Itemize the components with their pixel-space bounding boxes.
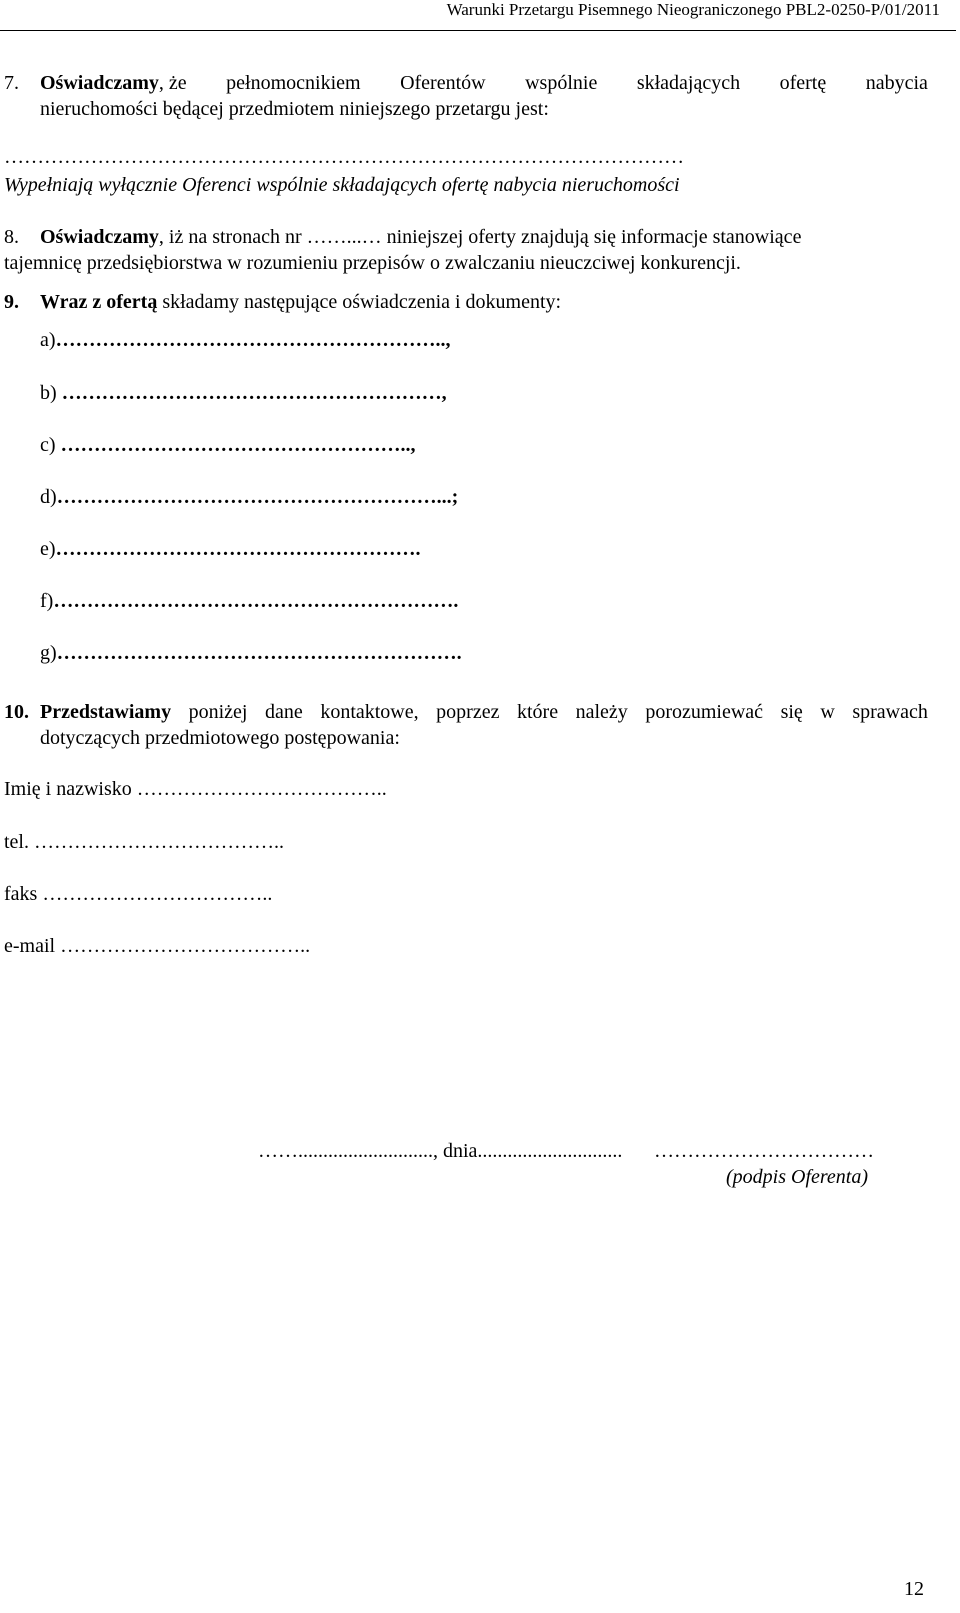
section-10-number: 10.	[4, 701, 29, 723]
section-8-bold: Oświadczamy	[40, 226, 159, 248]
contact-email-field[interactable]: e-mail ………………………………..	[4, 935, 311, 957]
list-item-d[interactable]: d)…………………………………………………...;	[40, 486, 459, 508]
signature-label: (podpis Oferenta)	[726, 1166, 869, 1188]
section-9-number: 9.	[4, 291, 19, 313]
list-item-a[interactable]: a)…………………………………………………..,	[40, 329, 451, 351]
section-8-line-2: tajemnicę przedsiębiorstwa w rozumieniu przepisów o zwalczaniu nieuczciwej konkurencji.	[4, 252, 741, 274]
section-9-line	[40, 291, 561, 314]
list-item-e[interactable]: e)……………………………………………….	[40, 538, 421, 560]
section-10-bold: Przedstawiamy	[40, 701, 172, 723]
section-9-rest: składamy następujące oświadczenia i dokumenty:	[157, 291, 562, 313]
list-item-g[interactable]: g)…………………………………………………….	[40, 642, 462, 664]
section-9-bold: Wraz z ofertą	[40, 291, 158, 313]
section-7-line-1: Oświadczamy, że pełnomocnikiem Oferentów wspólnie składających ofertę nabycia	[40, 72, 928, 94]
section-7-number: 7.	[4, 72, 19, 94]
section-10-line-1: Przedstawiamy poniżej dane kontaktowe, poprzez które należy porozumiewać się w sprawach	[40, 701, 928, 723]
list-item-b[interactable]: b) …………………………………………………,	[40, 382, 447, 404]
contact-name-field[interactable]: Imię i nazwisko ………………………………..	[4, 778, 387, 800]
place-date-field[interactable]: ……..........................., dnia.............................	[258, 1140, 623, 1162]
section-8-line-1	[40, 226, 801, 249]
page-header: Warunki Przetargu Pisemnego Nieograniczonego PBL2-0250-P/01/2011	[446, 0, 940, 19]
section-10-line-2: dotyczących przedmiotowego postępowania:	[40, 727, 400, 749]
section-7-bold: Oświadczamy	[40, 72, 159, 94]
contact-tel-field[interactable]: tel. ………………………………..	[4, 831, 284, 853]
signature-line[interactable]: ……………………………	[654, 1140, 874, 1162]
contact-fax-field[interactable]: faks ……………………………..	[4, 883, 273, 905]
section-7-note: Wypełniają wyłącznie Oferenci wspólnie składających ofertę nabycia nieruchomości	[4, 174, 680, 196]
section-8-line-1-rest: , iż na stronach nr ……...… niniejszej oferty znajdują się informacje stanowiące	[158, 226, 802, 248]
list-item-f[interactable]: f)…………………………………………………….	[40, 590, 459, 612]
section-7-fill-line[interactable]: …………………………………………………………………………………………	[4, 146, 684, 168]
section-7-line-2: nieruchomości będącej przedmiotem niniejszego przetargu jest:	[40, 98, 549, 120]
page-number: 12	[904, 1578, 924, 1600]
header-rule	[0, 30, 956, 31]
section-8-number: 8.	[4, 226, 19, 248]
list-item-c[interactable]: c) ……………………………………………..,	[40, 434, 416, 456]
